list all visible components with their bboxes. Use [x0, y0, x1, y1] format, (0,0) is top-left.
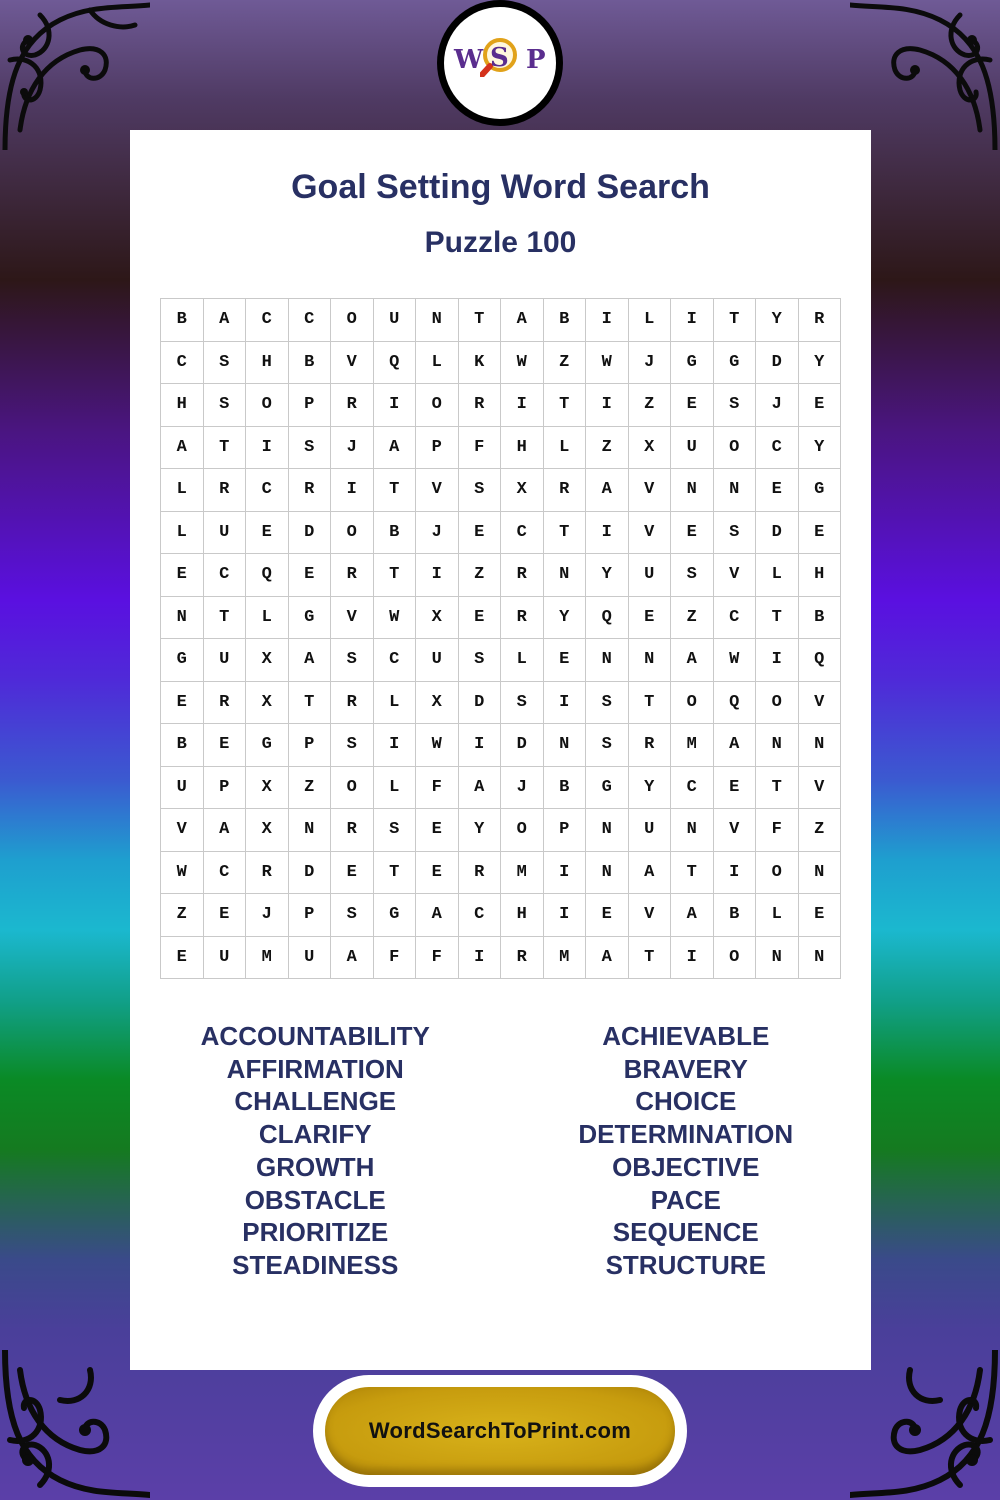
grid-cell[interactable]: C: [289, 299, 332, 342]
grid-cell[interactable]: U: [629, 809, 672, 852]
grid-cell[interactable]: A: [204, 809, 247, 852]
grid-cell[interactable]: B: [161, 724, 204, 767]
grid-cell[interactable]: I: [416, 554, 459, 597]
grid-cell[interactable]: O: [501, 809, 544, 852]
grid-cell[interactable]: J: [756, 384, 799, 427]
grid-cell[interactable]: E: [246, 512, 289, 555]
grid-cell[interactable]: S: [331, 639, 374, 682]
grid-cell[interactable]: V: [416, 469, 459, 512]
grid-cell[interactable]: L: [161, 469, 204, 512]
grid-cell[interactable]: T: [756, 597, 799, 640]
grid-cell[interactable]: E: [544, 639, 587, 682]
grid-cell[interactable]: A: [629, 852, 672, 895]
grid-cell[interactable]: R: [331, 554, 374, 597]
grid-cell[interactable]: E: [459, 597, 502, 640]
grid-cell[interactable]: I: [714, 852, 757, 895]
grid-cell[interactable]: R: [459, 852, 502, 895]
corner-ornament-top-right: [850, 0, 1000, 150]
grid-cell[interactable]: A: [204, 299, 247, 342]
grid-cell[interactable]: S: [331, 724, 374, 767]
grid-cell[interactable]: N: [756, 937, 799, 980]
grid-cell[interactable]: G: [799, 469, 842, 512]
grid-cell[interactable]: O: [331, 512, 374, 555]
grid-cell[interactable]: E: [799, 384, 842, 427]
grid-cell[interactable]: N: [671, 809, 714, 852]
grid-cell[interactable]: U: [289, 937, 332, 980]
grid-cell[interactable]: Y: [756, 299, 799, 342]
grid-cell[interactable]: A: [501, 299, 544, 342]
grid-cell[interactable]: H: [501, 427, 544, 470]
grid-cell[interactable]: U: [374, 299, 417, 342]
grid-cell[interactable]: T: [629, 682, 672, 725]
grid-cell[interactable]: U: [204, 512, 247, 555]
grid-cell[interactable]: V: [714, 809, 757, 852]
grid-cell[interactable]: I: [671, 937, 714, 980]
grid-cell[interactable]: S: [714, 384, 757, 427]
grid-cell[interactable]: T: [289, 682, 332, 725]
word-item: ACHIEVABLE: [602, 1021, 770, 1051]
grid-cell[interactable]: W: [374, 597, 417, 640]
grid-cell[interactable]: V: [629, 469, 672, 512]
grid-cell[interactable]: Z: [671, 597, 714, 640]
grid-cell[interactable]: B: [544, 299, 587, 342]
grid-cell[interactable]: A: [586, 469, 629, 512]
grid-cell[interactable]: V: [629, 894, 672, 937]
grid-cell[interactable]: M: [671, 724, 714, 767]
grid-cell[interactable]: X: [416, 682, 459, 725]
grid-cell[interactable]: M: [544, 937, 587, 980]
grid-cell[interactable]: P: [204, 767, 247, 810]
grid-cell[interactable]: M: [501, 852, 544, 895]
grid-cell[interactable]: G: [374, 894, 417, 937]
grid-cell[interactable]: R: [799, 299, 842, 342]
letter-grid: [160, 298, 841, 979]
grid-cell[interactable]: D: [289, 852, 332, 895]
word-item: STRUCTURE: [605, 1249, 766, 1280]
logo-badge: [444, 7, 556, 119]
grid-cell[interactable]: L: [161, 512, 204, 555]
grid-cell[interactable]: C: [161, 342, 204, 385]
grid-cell[interactable]: Y: [799, 427, 842, 470]
grid-cell[interactable]: B: [161, 299, 204, 342]
grid-cell[interactable]: E: [161, 682, 204, 725]
grid-cell[interactable]: S: [459, 469, 502, 512]
grid-cell[interactable]: Q: [799, 639, 842, 682]
grid-cell[interactable]: J: [501, 767, 544, 810]
grid-cell[interactable]: D: [501, 724, 544, 767]
word-item: ACCOUNTABILITY: [200, 1021, 430, 1051]
grid-cell[interactable]: I: [544, 682, 587, 725]
grid-cell[interactable]: F: [374, 937, 417, 980]
grid-cell[interactable]: X: [629, 427, 672, 470]
grid-cell[interactable]: C: [459, 894, 502, 937]
grid-cell[interactable]: U: [629, 554, 672, 597]
grid-cell[interactable]: N: [756, 724, 799, 767]
grid-cell[interactable]: N: [544, 554, 587, 597]
word-item: STEADINESS: [232, 1249, 399, 1280]
grid-cell[interactable]: N: [714, 469, 757, 512]
grid-cell[interactable]: Q: [246, 554, 289, 597]
grid-cell[interactable]: N: [586, 809, 629, 852]
grid-cell[interactable]: Q: [714, 682, 757, 725]
grid-cell[interactable]: L: [629, 299, 672, 342]
grid-cell[interactable]: F: [756, 809, 799, 852]
grid-cell[interactable]: S: [586, 724, 629, 767]
grid-cell[interactable]: H: [161, 384, 204, 427]
grid-cell[interactable]: U: [161, 767, 204, 810]
grid-cell[interactable]: W: [714, 639, 757, 682]
grid-cell[interactable]: A: [586, 937, 629, 980]
grid-cell[interactable]: T: [629, 937, 672, 980]
corner-ornament-bottom-right: [850, 1350, 1000, 1500]
grid-cell[interactable]: B: [799, 597, 842, 640]
grid-cell[interactable]: S: [671, 554, 714, 597]
page-title: Goal Setting Word Search: [291, 168, 710, 206]
grid-cell[interactable]: E: [416, 852, 459, 895]
grid-cell[interactable]: T: [756, 767, 799, 810]
grid-cell[interactable]: C: [246, 299, 289, 342]
grid-cell[interactable]: V: [629, 512, 672, 555]
grid-cell[interactable]: E: [629, 597, 672, 640]
grid-cell[interactable]: W: [161, 852, 204, 895]
grid-cell[interactable]: D: [756, 342, 799, 385]
grid-cell[interactable]: N: [161, 597, 204, 640]
grid-cell[interactable]: F: [416, 937, 459, 980]
grid-cell[interactable]: Z: [544, 342, 587, 385]
grid-cell[interactable]: V: [331, 597, 374, 640]
grid-cell[interactable]: N: [544, 724, 587, 767]
grid-cell[interactable]: F: [459, 427, 502, 470]
grid-cell[interactable]: H: [799, 554, 842, 597]
grid-cell[interactable]: R: [204, 682, 247, 725]
grid-cell[interactable]: T: [671, 852, 714, 895]
grid-cell[interactable]: W: [501, 342, 544, 385]
grid-cell[interactable]: T: [374, 554, 417, 597]
grid-cell[interactable]: R: [501, 597, 544, 640]
grid-cell[interactable]: A: [671, 639, 714, 682]
grid-cell[interactable]: X: [501, 469, 544, 512]
word-item: CHALLENGE: [234, 1086, 397, 1117]
grid-cell[interactable]: E: [756, 469, 799, 512]
grid-cell[interactable]: C: [671, 767, 714, 810]
grid-cell[interactable]: T: [544, 384, 587, 427]
word-item: AFFIRMATION: [226, 1053, 404, 1084]
word-item: CLARIFY: [258, 1119, 372, 1150]
grid-cell[interactable]: U: [204, 639, 247, 682]
word-item: BRAVERY: [623, 1053, 748, 1084]
grid-cell[interactable]: M: [246, 937, 289, 980]
grid-cell[interactable]: S: [501, 682, 544, 725]
grid-cell[interactable]: A: [374, 427, 417, 470]
grid-cell[interactable]: X: [246, 682, 289, 725]
word-item: DETERMINATION: [578, 1119, 794, 1150]
grid-cell[interactable]: N: [586, 852, 629, 895]
grid-cell[interactable]: V: [799, 682, 842, 725]
grid-cell[interactable]: V: [161, 809, 204, 852]
grid-cell[interactable]: Q: [586, 597, 629, 640]
grid-cell[interactable]: V: [799, 767, 842, 810]
grid-cell[interactable]: O: [331, 767, 374, 810]
grid-cell[interactable]: O: [756, 682, 799, 725]
grid-cell[interactable]: A: [671, 894, 714, 937]
grid-cell[interactable]: C: [756, 427, 799, 470]
grid-cell[interactable]: E: [671, 512, 714, 555]
grid-cell[interactable]: E: [289, 554, 332, 597]
grid-cell[interactable]: I: [544, 852, 587, 895]
grid-cell[interactable]: R: [204, 469, 247, 512]
grid-cell[interactable]: A: [416, 894, 459, 937]
grid-cell[interactable]: I: [544, 894, 587, 937]
grid-cell[interactable]: L: [501, 639, 544, 682]
grid-cell[interactable]: G: [161, 639, 204, 682]
grid-cell[interactable]: A: [331, 937, 374, 980]
grid-cell[interactable]: G: [246, 724, 289, 767]
word-item: GROWTH: [256, 1151, 375, 1182]
grid-cell[interactable]: S: [204, 342, 247, 385]
grid-cell[interactable]: D: [756, 512, 799, 555]
grid-cell[interactable]: U: [204, 937, 247, 980]
site-logo[interactable]: [437, 0, 563, 126]
grid-cell[interactable]: C: [204, 852, 247, 895]
grid-cell[interactable]: Z: [799, 809, 842, 852]
grid-cell[interactable]: T: [374, 852, 417, 895]
grid-cell[interactable]: F: [416, 767, 459, 810]
grid-cell[interactable]: X: [246, 809, 289, 852]
grid-cell[interactable]: S: [289, 427, 332, 470]
grid-cell[interactable]: I: [586, 299, 629, 342]
grid-cell[interactable]: S: [586, 682, 629, 725]
grid-cell[interactable]: G: [671, 342, 714, 385]
grid-cell[interactable]: J: [629, 342, 672, 385]
grid-cell[interactable]: C: [714, 597, 757, 640]
grid-cell[interactable]: S: [714, 512, 757, 555]
grid-cell[interactable]: R: [544, 469, 587, 512]
grid-cell[interactable]: P: [544, 809, 587, 852]
grid-cell[interactable]: O: [331, 299, 374, 342]
grid-cell[interactable]: Y: [799, 342, 842, 385]
grid-cell[interactable]: P: [416, 427, 459, 470]
word-item: SEQUENCE: [612, 1217, 759, 1248]
grid-cell[interactable]: E: [714, 767, 757, 810]
grid-cell[interactable]: L: [374, 767, 417, 810]
puzzle-number: Puzzle 100: [424, 226, 577, 259]
grid-cell[interactable]: N: [799, 724, 842, 767]
grid-cell[interactable]: T: [714, 299, 757, 342]
grid-cell[interactable]: T: [204, 427, 247, 470]
word-item: OBJECTIVE: [612, 1151, 760, 1182]
grid-cell[interactable]: U: [416, 639, 459, 682]
logo-letter-w: W: [454, 45, 484, 75]
footer-button[interactable]: [325, 1387, 675, 1475]
grid-cell[interactable]: T: [204, 597, 247, 640]
grid-cell[interactable]: O: [671, 682, 714, 725]
grid-cell[interactable]: I: [374, 384, 417, 427]
grid-cell[interactable]: E: [204, 724, 247, 767]
grid-cell[interactable]: O: [416, 384, 459, 427]
footer-site-link[interactable]: WordSearchToPrint.com: [368, 1418, 632, 1443]
grid-cell[interactable]: V: [714, 554, 757, 597]
grid-cell[interactable]: B: [289, 342, 332, 385]
grid-cell[interactable]: I: [586, 384, 629, 427]
grid-cell[interactable]: N: [289, 809, 332, 852]
grid-cell[interactable]: Z: [459, 554, 502, 597]
grid-cell[interactable]: Y: [629, 767, 672, 810]
grid-cell[interactable]: I: [671, 299, 714, 342]
grid-cell[interactable]: N: [416, 299, 459, 342]
grid-cell[interactable]: R: [501, 937, 544, 980]
grid-cell[interactable]: P: [289, 384, 332, 427]
grid-cell[interactable]: G: [289, 597, 332, 640]
grid-cell[interactable]: Z: [629, 384, 672, 427]
grid-cell[interactable]: A: [289, 639, 332, 682]
grid-cell[interactable]: B: [544, 767, 587, 810]
grid-cell[interactable]: S: [459, 639, 502, 682]
grid-cell[interactable]: V: [331, 342, 374, 385]
grid-cell[interactable]: W: [416, 724, 459, 767]
grid-cell[interactable]: R: [629, 724, 672, 767]
grid-cell[interactable]: N: [671, 469, 714, 512]
grid-cell[interactable]: O: [246, 384, 289, 427]
grid-cell[interactable]: L: [246, 597, 289, 640]
grid-cell[interactable]: H: [501, 894, 544, 937]
word-item: PRIORITIZE: [242, 1217, 389, 1248]
grid-cell[interactable]: R: [331, 809, 374, 852]
grid-cell[interactable]: L: [416, 342, 459, 385]
grid-cell[interactable]: A: [161, 427, 204, 470]
grid-cell[interactable]: I: [501, 384, 544, 427]
grid-cell[interactable]: T: [459, 299, 502, 342]
grid-cell[interactable]: T: [544, 512, 587, 555]
grid-cell[interactable]: U: [671, 427, 714, 470]
grid-cell[interactable]: N: [629, 639, 672, 682]
flourish-icon: [850, 0, 1000, 150]
grid-cell[interactable]: G: [586, 767, 629, 810]
grid-cell[interactable]: R: [331, 682, 374, 725]
grid-cell[interactable]: Z: [586, 427, 629, 470]
grid-cell[interactable]: R: [459, 384, 502, 427]
grid-cell[interactable]: E: [161, 937, 204, 980]
grid-cell[interactable]: Z: [289, 767, 332, 810]
grid-cell[interactable]: E: [799, 894, 842, 937]
grid-cell[interactable]: Q: [374, 342, 417, 385]
word-list: [130, 1020, 871, 1282]
grid-cell[interactable]: E: [331, 852, 374, 895]
grid-cell[interactable]: N: [586, 639, 629, 682]
grid-cell[interactable]: I: [331, 469, 374, 512]
grid-cell[interactable]: J: [416, 512, 459, 555]
grid-cell[interactable]: C: [246, 469, 289, 512]
grid-cell[interactable]: O: [714, 937, 757, 980]
word-list-left: [130, 1020, 501, 1282]
grid-cell[interactable]: S: [204, 384, 247, 427]
puzzle-card: [130, 130, 871, 1370]
grid-cell[interactable]: L: [374, 682, 417, 725]
grid-cell[interactable]: T: [374, 469, 417, 512]
grid-cell[interactable]: I: [459, 724, 502, 767]
grid-cell[interactable]: R: [246, 852, 289, 895]
grid-cell[interactable]: I: [756, 639, 799, 682]
corner-ornament-top-left: [0, 0, 150, 150]
logo-letter-s: S: [490, 43, 509, 73]
grid-cell[interactable]: H: [246, 342, 289, 385]
grid-cell[interactable]: A: [459, 767, 502, 810]
grid-cell[interactable]: S: [374, 809, 417, 852]
grid-cell[interactable]: R: [501, 554, 544, 597]
grid-cell[interactable]: P: [289, 724, 332, 767]
grid-cell[interactable]: X: [246, 639, 289, 682]
flourish-icon: [850, 1350, 1000, 1500]
grid-cell[interactable]: C: [204, 554, 247, 597]
grid-cell[interactable]: Y: [544, 597, 587, 640]
grid-cell[interactable]: N: [799, 937, 842, 980]
grid-cell[interactable]: I: [586, 512, 629, 555]
grid-cell[interactable]: J: [331, 427, 374, 470]
grid-cell[interactable]: L: [544, 427, 587, 470]
grid-cell[interactable]: E: [586, 894, 629, 937]
grid-cell[interactable]: G: [714, 342, 757, 385]
logo-letter-p: P: [526, 45, 546, 75]
grid-cell[interactable]: P: [289, 894, 332, 937]
grid-cell[interactable]: R: [289, 469, 332, 512]
grid-cell[interactable]: Z: [161, 894, 204, 937]
grid-cell[interactable]: J: [246, 894, 289, 937]
grid-cell[interactable]: W: [586, 342, 629, 385]
grid-cell[interactable]: E: [671, 384, 714, 427]
grid-cell[interactable]: X: [416, 597, 459, 640]
grid-cell[interactable]: E: [204, 894, 247, 937]
grid-cell[interactable]: S: [331, 894, 374, 937]
grid-cell[interactable]: I: [246, 427, 289, 470]
grid-cell[interactable]: E: [161, 554, 204, 597]
grid-cell[interactable]: Y: [586, 554, 629, 597]
footer-badge[interactable]: [313, 1375, 687, 1487]
grid-cell[interactable]: E: [459, 512, 502, 555]
grid-cell[interactable]: K: [459, 342, 502, 385]
grid-cell[interactable]: E: [416, 809, 459, 852]
grid-cell[interactable]: C: [374, 639, 417, 682]
corner-ornament-bottom-left: [0, 1350, 150, 1500]
grid-cell[interactable]: L: [756, 554, 799, 597]
flourish-icon: [0, 0, 150, 150]
grid-cell[interactable]: C: [501, 512, 544, 555]
word-item: OBSTACLE: [244, 1184, 386, 1215]
word-item: CHOICE: [635, 1086, 737, 1117]
grid-cell[interactable]: O: [714, 427, 757, 470]
flourish-icon: [0, 1350, 150, 1500]
grid-cell[interactable]: B: [374, 512, 417, 555]
grid-cell[interactable]: I: [459, 937, 502, 980]
grid-cell[interactable]: I: [374, 724, 417, 767]
grid-cell[interactable]: Y: [459, 809, 502, 852]
grid-cell[interactable]: R: [331, 384, 374, 427]
grid-cell[interactable]: N: [799, 852, 842, 895]
grid-cell[interactable]: D: [459, 682, 502, 725]
grid-cell[interactable]: L: [756, 894, 799, 937]
grid-cell[interactable]: B: [714, 894, 757, 937]
word-list-right: [501, 1020, 872, 1282]
grid-cell[interactable]: A: [714, 724, 757, 767]
word-item: PACE: [650, 1184, 721, 1215]
grid-cell[interactable]: D: [289, 512, 332, 555]
grid-cell[interactable]: E: [799, 512, 842, 555]
grid-cell[interactable]: X: [246, 767, 289, 810]
grid-cell[interactable]: O: [756, 852, 799, 895]
